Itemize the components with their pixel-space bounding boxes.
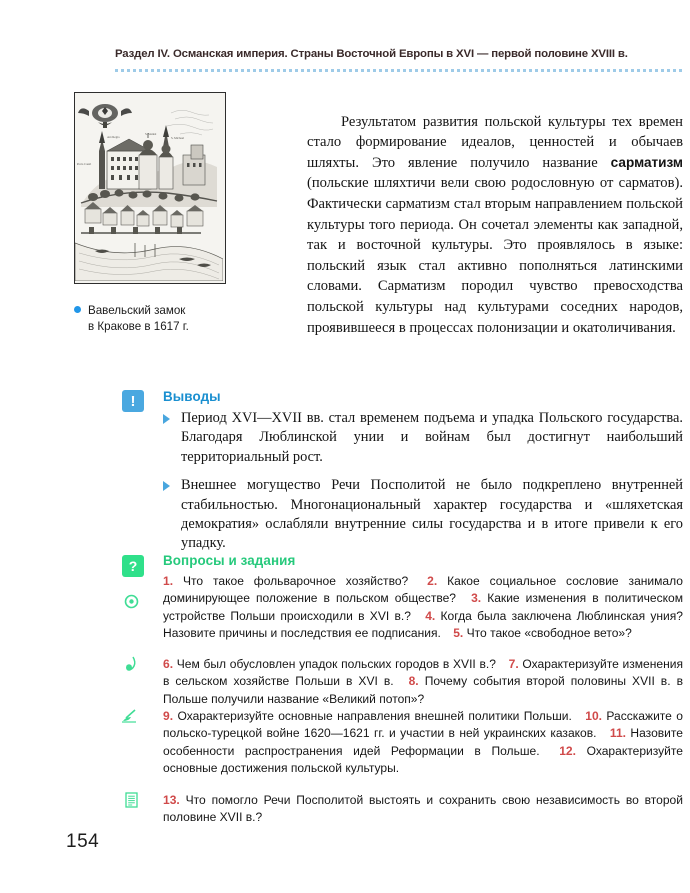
header-divider — [115, 69, 683, 72]
document-icon — [122, 791, 140, 809]
question-text: Что такое «свободное вето»? — [466, 625, 632, 640]
target-icon — [122, 592, 140, 610]
conclusion-item — [163, 409, 683, 467]
question-text: Что помогло Речи Посполитой выстоять и сохранить свою независимость во второй половине XVII в.? — [163, 793, 683, 825]
question-text: Назовите особенности распространения идей Реформации в Польше. — [163, 726, 683, 758]
question-number: 3. — [471, 591, 482, 606]
question-group-3 — [163, 708, 683, 777]
writing-hand-icon — [120, 707, 138, 725]
conclusions-list — [163, 409, 683, 563]
body-text-part-1: Результатом развития польской культуры тех времен стало формирование идеалов, ценностей и обычаев шляхты. Это явление получило название — [307, 113, 683, 171]
page-number: 154 — [66, 831, 100, 852]
body-bold-term: сарматизм — [610, 154, 683, 170]
exclamation-icon: ! — [122, 390, 144, 412]
running-head: Раздел IV. Османская империя. Страны Восточной Европы в XVI — первой половине XVIII в. — [115, 48, 628, 60]
wawel-castle-engraving — [75, 93, 223, 281]
question-text: Что такое фольварочное хозяйство? — [182, 574, 409, 588]
svg-text:S. Michael: S. Michael — [171, 136, 184, 140]
body-paragraph — [307, 112, 683, 339]
question-text: Охарактеризуйте основные достижения польской культуры. — [163, 743, 683, 775]
illustration — [74, 92, 224, 282]
questions-title: Вопросы и задания — [163, 553, 296, 568]
question-text: Какое социальное сословие занимало доминирующее положение в польском обществе? — [163, 574, 683, 606]
triangle-bullet-icon — [163, 414, 170, 424]
question-number: 12. — [559, 743, 576, 758]
svg-text:S. Stanisl: S. Stanisl — [145, 132, 157, 136]
question-number: 7. — [508, 657, 519, 671]
question-text: Почему события второй половины XVII в. в Польше получили название «Великий потоп»? — [163, 674, 683, 706]
question-number: 4. — [425, 608, 436, 623]
question-number: 8. — [408, 674, 419, 689]
question-mark-icon: ? — [122, 555, 144, 577]
question-group-2 — [163, 656, 683, 708]
question-group-4 — [163, 792, 683, 827]
question-number: 11. — [609, 726, 627, 741]
svg-text:Porta Castri: Porta Castri — [77, 162, 92, 166]
question-text: Чем был обусловлен упадок польских городов в XVII в.? — [176, 657, 496, 671]
body-text-part-2: (польские шляхтичи вели свою родословную от сарматов). Фактически сарматизм стал вторым направлением польской культуры того периода. Он сочетал элементы как западной, так и восточной культуры. Это проявлялось в языке: польский язык стал активно пополняться латинскими словами. Сарматизм породил чувство превосходства польской культуры над культурами соседних народов, проявившееся в процессах полонизации и окатоличивания. — [307, 175, 683, 336]
conclusions-title: Выводы — [163, 389, 221, 404]
question-text: Охарактеризуйте основные направления внешней политики Польши. — [177, 709, 572, 723]
conclusion-text: Период XVI—XVII вв. стал временем подъема и упадка Польского государства. Благодаря Люблинской унии и войнам был достигнут наибольший территориальный рост. — [181, 410, 683, 465]
conclusion-text: Внешнее могущество Речи Посполитой не было подкреплено внутренней стабильностью. Многонациональный характер государства и «шляхетская демократия» ослабляли внутренние силы государства и в итоге привели к его упадку. — [181, 477, 683, 552]
illustration-frame — [74, 92, 226, 284]
question-group-1 — [163, 573, 683, 642]
caption-bullet-icon — [74, 306, 81, 313]
question-number: 5. — [453, 625, 464, 640]
question-number: 2. — [427, 574, 438, 588]
quill-pen-icon — [122, 655, 140, 673]
question-number: 1. — [163, 574, 174, 588]
question-text: Когда была заключена Люблинская уния? Назовите причины и последствия ее подписания. — [163, 608, 684, 640]
question-number: 6. — [163, 657, 174, 671]
question-number: 13. — [163, 793, 180, 807]
caption-line-2: в Кракове в 1617 г. — [88, 319, 189, 333]
triangle-bullet-icon — [163, 481, 170, 491]
caption-line-1: Вавельский замок — [88, 304, 186, 317]
illustration-caption — [74, 303, 289, 334]
question-text: Какие изменения в политическом устройстве Польши происходили в XVI в.? — [163, 591, 684, 623]
conclusion-item — [163, 476, 683, 554]
question-text: Расскажите о польско-турецкой войне 1620—1621 гг. и участии в ней украинских казаков. — [163, 709, 683, 741]
question-number: 10. — [585, 709, 602, 723]
question-number: 9. — [163, 709, 174, 723]
question-text: Охарактеризуйте изменения в сельском хозяйстве Польши в XVI в. — [163, 657, 683, 689]
svg-text:Arx Regia: Arx Regia — [107, 135, 120, 139]
